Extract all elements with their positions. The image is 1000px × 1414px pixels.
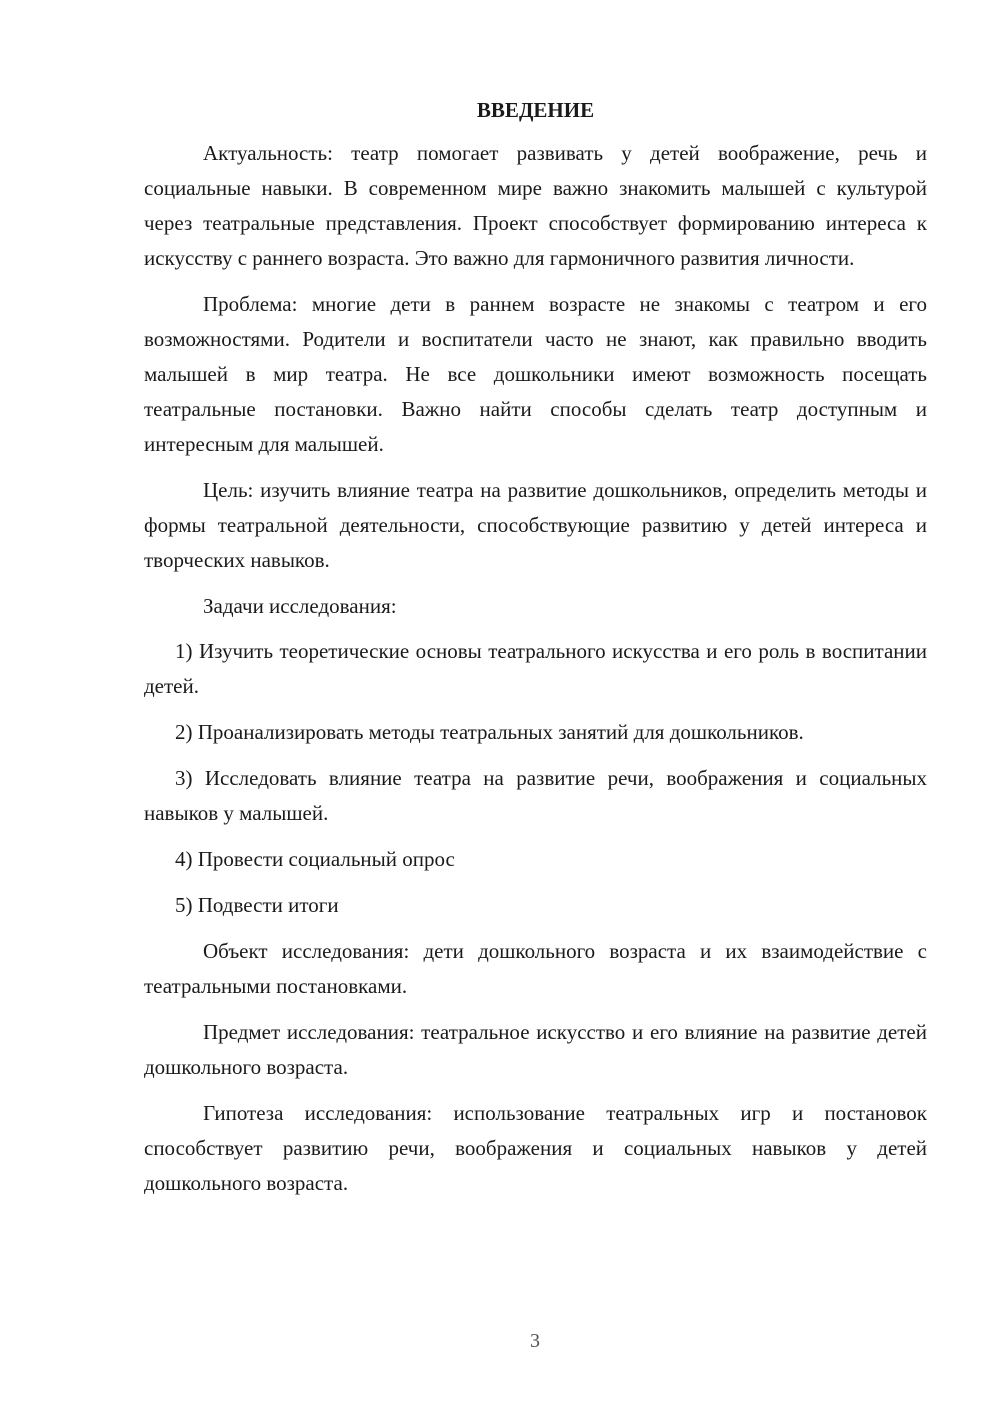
tasks-list: [144, 634, 927, 923]
hypothesis-paragraph: Гипотеза исследования: использование театральных игр и постановок способствует развитию речи, воображения и социальных навыков у детей дошкольного возраста.: [144, 1101, 927, 1195]
task-item-5: 5) Подвести итоги: [175, 893, 339, 917]
page-number: 3: [530, 1330, 540, 1352]
relevance-paragraph: Актуальность: театр помогает развивать у детей воображение, речь и социальные навыки. В современном мире важно знакомить малышей с культурой через театральные представления. Проект способствует формированию интереса к искусству с раннего возраста. Это важно для гармоничного развития личности.: [144, 141, 927, 270]
problem-paragraph: Проблема: многие дети в раннем возрасте не знакомы с театром и его возможностями. Родители и воспитатели часто не знают, как правильно вводить малышей в мир театра. Не все дошкольники имеют возможность посещать театральные постановки. Важно найти способы сделать театр доступным и интересным для малышей.: [144, 292, 927, 456]
task-item-1: 1) Изучить теоретические основы театрального искусства и его роль в воспитании детей.: [144, 639, 927, 698]
subject-paragraph: Предмет исследования: театральное искусство и его влияние на развитие детей дошкольного возраста.: [144, 1020, 927, 1079]
task-item-3: 3) Исследовать влияние театра на развитие речи, воображения и социальных навыков у малышей.: [144, 766, 927, 825]
page-title: ВВЕДЕНИЕ: [476, 98, 595, 122]
object-paragraph: Объект исследования: дети дошкольного возраста и их взаимодействие с театральными постановками.: [144, 939, 927, 998]
tasks-heading: Задачи исследования:: [203, 594, 397, 618]
task-item-2: 2) Проанализировать методы театральных занятий для дошкольников.: [175, 720, 804, 744]
task-item-4: 4) Провести социальный опрос: [175, 847, 455, 871]
goal-paragraph: Цель: изучить влияние театра на развитие дошкольников, определить методы и формы театральной деятельности, способствующие развитию у детей интереса и творческих навыков.: [144, 478, 927, 572]
